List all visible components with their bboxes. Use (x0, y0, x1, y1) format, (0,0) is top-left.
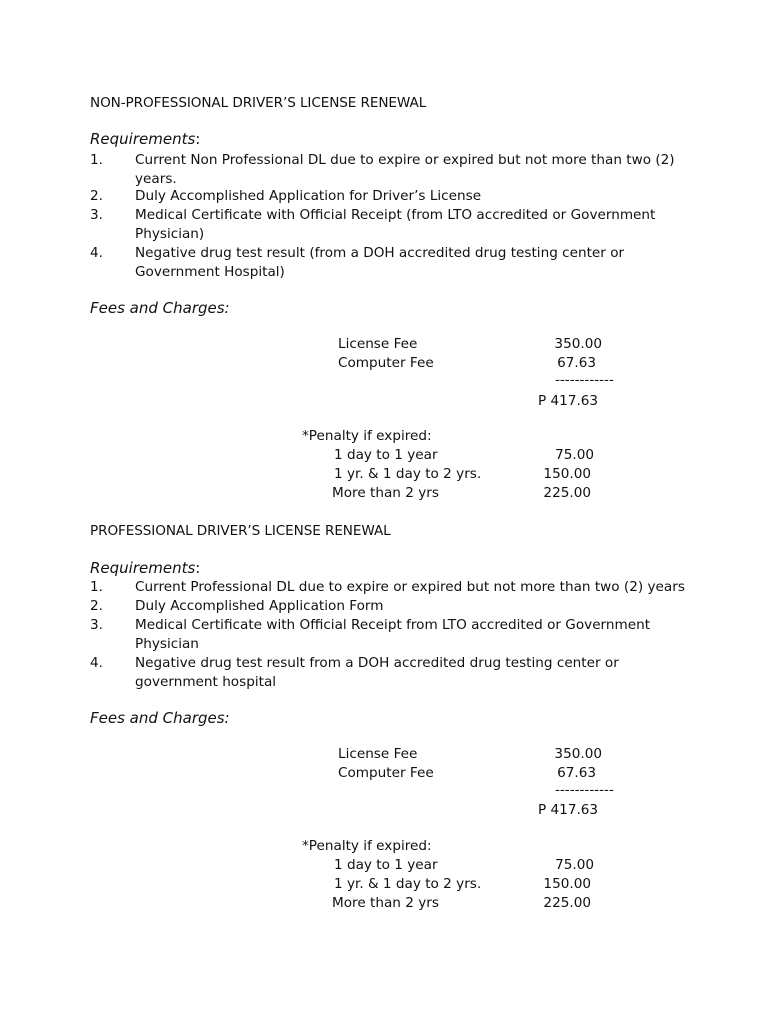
penalty-label: 1 day to 1 year (334, 857, 438, 873)
requirement-text: Medical Certificate with Official Receipt (from LTO accredited or Government Physician) (135, 207, 656, 242)
penalty-title: *Penalty if expired: (302, 838, 432, 854)
total-amount: P 417.63 (538, 393, 599, 409)
fees-label: Fees and Charges: (90, 299, 230, 317)
requirements-label: Requirements: (90, 130, 201, 148)
requirements-label: Requirements: (90, 559, 201, 577)
penalty-label: 1 day to 1 year (334, 447, 438, 463)
penalty-label: 1 yr. & 1 day to 2 yrs. (334, 466, 482, 482)
requirement-text: Current Non Professional DL due to expire or expired but not more than two (2) years. (135, 152, 675, 187)
section-title: PROFESSIONAL DRIVER’S LICENSE RENEWAL (90, 523, 391, 539)
fee-label: License Fee (338, 746, 418, 762)
requirement-text: Duly Accomplished Application for Driver’s License (135, 188, 482, 204)
fee-amount: 350.00 (554, 746, 602, 762)
penalty-label: More than 2 yrs (332, 485, 439, 501)
requirement-number: 2. (90, 598, 103, 614)
requirement-number: 2. (90, 188, 103, 204)
requirement-number: 3. (90, 617, 103, 633)
penalty-amount: 225.00 (543, 485, 591, 501)
requirement-number: 4. (90, 655, 103, 671)
fees-label: Fees and Charges: (90, 709, 230, 727)
fee-amount: 350.00 (554, 336, 602, 352)
requirement-text: Duly Accomplished Application Form (135, 598, 384, 614)
requirement-number: 3. (90, 207, 103, 223)
penalty-amount: 150.00 (543, 876, 591, 892)
requirement-number: 1. (90, 579, 103, 595)
penalty-label: More than 2 yrs (332, 895, 439, 911)
requirement-number: 4. (90, 245, 103, 261)
requirement-number: 1. (90, 152, 103, 168)
requirement-text: Negative drug test result from a DOH accredited drug testing center or government hospital (135, 655, 619, 690)
requirement-text: Medical Certificate with Official Receipt from LTO accredited or Government Physician (135, 617, 651, 652)
fee-amount: 67.63 (557, 765, 596, 781)
requirement-text: Current Professional DL due to expire or expired but not more than two (2) years (135, 579, 685, 595)
penalty-amount: 225.00 (543, 895, 591, 911)
total-separator: ------------ (555, 782, 614, 798)
requirement-text: Negative drug test result (from a DOH accredited drug testing center or Government Hospital) (135, 245, 625, 280)
section-title: NON-PROFESSIONAL DRIVER’S LICENSE RENEWAL (90, 95, 427, 111)
total-amount: P 417.63 (538, 802, 599, 818)
penalty-amount: 75.00 (555, 857, 594, 873)
fee-label: Computer Fee (338, 765, 434, 781)
penalty-amount: 75.00 (555, 447, 594, 463)
penalty-title: *Penalty if expired: (302, 428, 432, 444)
fee-amount: 67.63 (557, 355, 596, 371)
fee-label: License Fee (338, 336, 418, 352)
penalty-label: 1 yr. & 1 day to 2 yrs. (334, 876, 482, 892)
total-separator: ------------ (555, 372, 614, 388)
penalty-amount: 150.00 (543, 466, 591, 482)
fee-label: Computer Fee (338, 355, 434, 371)
